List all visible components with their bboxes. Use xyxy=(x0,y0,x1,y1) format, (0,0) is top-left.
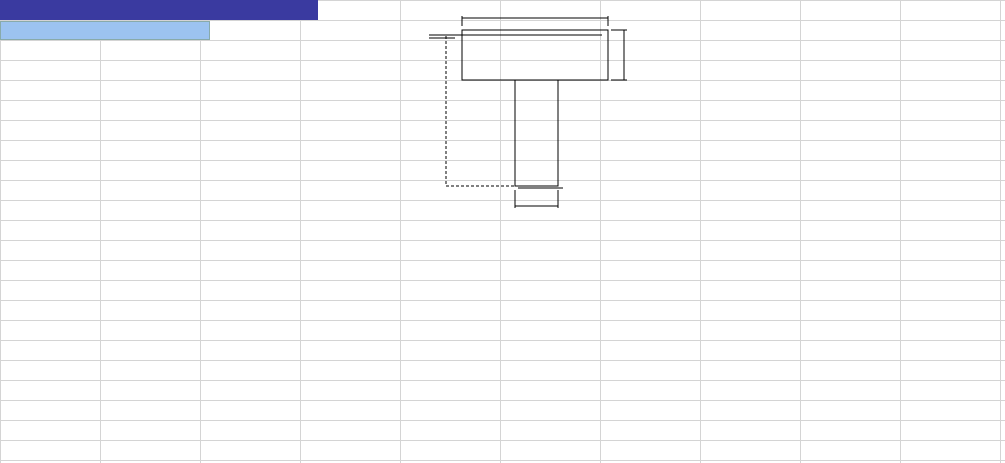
web-outline xyxy=(515,80,558,186)
sheet-title xyxy=(0,0,318,20)
flange-outline xyxy=(462,30,608,80)
dados-iniciais-header xyxy=(0,21,210,40)
t-beam-diagram xyxy=(415,0,645,212)
